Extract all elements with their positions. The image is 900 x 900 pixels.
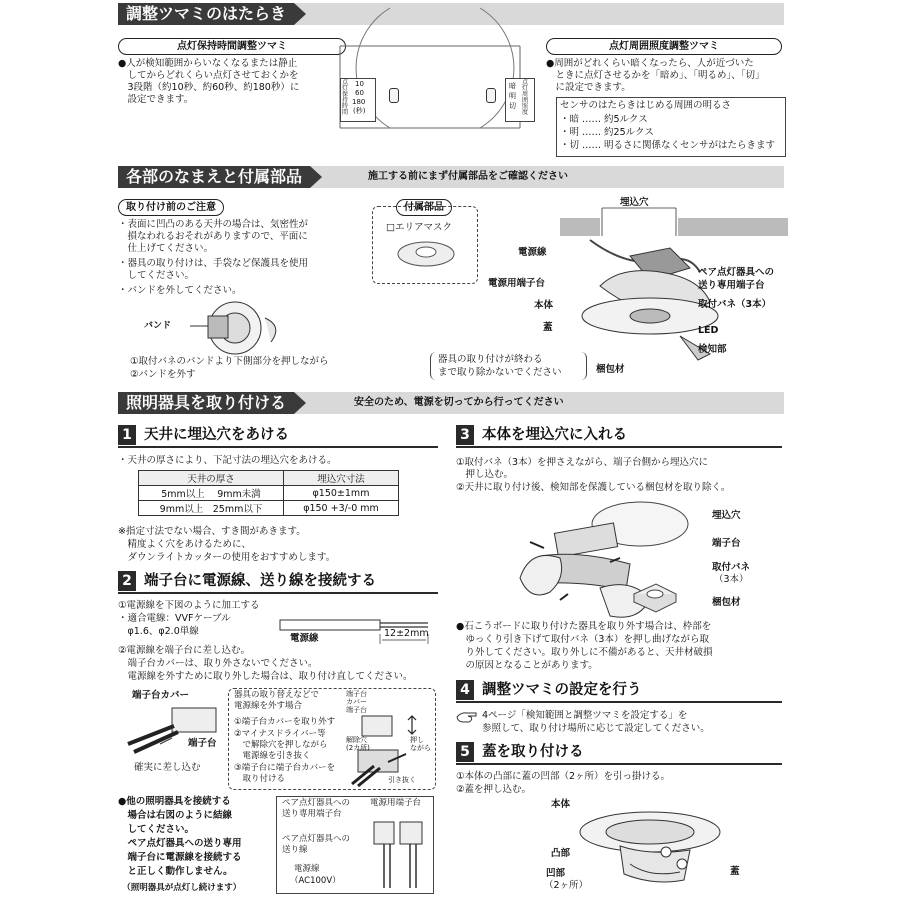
step-2-line-5: 端子台カバーは、取り外さないでください。 <box>118 658 318 669</box>
release-small-7: ながら <box>410 744 431 752</box>
step-3-label-spring: 取付バネ <box>712 562 751 573</box>
part-detector: 検知部 <box>698 344 727 355</box>
release-small-6: 押し <box>410 736 424 744</box>
part-lid: 蓋 <box>543 322 553 333</box>
step-3-label-packing: 梱包材 <box>712 597 741 608</box>
release-small-8: 引き抜く <box>388 776 416 784</box>
step-5-header <box>456 742 782 762</box>
section-title-parts: 各部のなまえと付属部品 <box>118 166 310 188</box>
wiring-7: （AC100V） <box>290 876 341 886</box>
pre-install-line-5: してください。 <box>118 270 195 281</box>
wiring-4: ペア点灯器具への <box>282 834 351 844</box>
wiring-6: 電源線 <box>294 864 320 874</box>
step-4-line-2: 参照して、取り付け場所に応じて設定してください。 <box>482 723 710 734</box>
left-knob-desc-2: してからどれくらい点灯させておくかを <box>118 70 299 81</box>
step-3-title: 本体を埋込穴に入れる <box>482 427 627 443</box>
right-knob-desc-3: に設定できます。 <box>546 82 631 93</box>
insert-firmly-label: 確実に差し込む <box>134 762 201 773</box>
sensor-box-off: ・切 …… 明るさに関係なくセンサがはたらきます <box>560 140 776 151</box>
warn-line-3: してください。 <box>118 824 195 835</box>
step-5-label-convex: 凸部 <box>551 848 571 859</box>
left-knob-pill: 点灯保持時間調整ツマミ <box>118 38 346 55</box>
release-small-5: (2カ所) <box>346 744 370 752</box>
part-body: 本体 <box>534 300 554 311</box>
step-1-line: ・天井の厚さにより、下記寸法の埋込穴をあける。 <box>118 455 337 466</box>
replace-line-1: 器具の取り替えなどで <box>234 690 320 700</box>
left-dial-10: 10 <box>355 80 364 88</box>
right-knob-pill: 点灯周囲照度調整ツマミ <box>546 38 782 55</box>
step-2-header <box>118 571 438 591</box>
step-4-header <box>456 680 782 700</box>
pre-install-line-6: ・バンドを外してください。 <box>118 285 242 296</box>
table-row-1-size: φ150±1mm <box>284 486 399 501</box>
left-dial-unit: (秒) <box>353 107 366 115</box>
replace-line-4: ②マイナスドライバー等 <box>234 729 326 739</box>
right-knob-icon[interactable] <box>486 88 496 103</box>
wiring-1: ペア点灯器具への <box>282 798 351 808</box>
left-dial-60: 60 <box>355 89 364 97</box>
warn-line-6: と正しく動作しません。 <box>118 866 233 877</box>
terminal-cover-label: 端子台カバー <box>132 690 190 701</box>
left-knob-desc-4: 設定できます。 <box>118 94 194 105</box>
warn-line-5: 端子台に電源線を接続する <box>118 852 242 863</box>
packing-callout-2: まで取り除かないでください <box>438 367 562 378</box>
table-row-2-size: φ150 +3/-0 mm <box>284 501 399 516</box>
step-2-title: 端子台に電源線、送り線を接続する <box>144 573 376 589</box>
replace-line-6: 電源線を引き抜く <box>234 751 311 761</box>
replace-line-7: ③端子台に端子台カバーを <box>234 763 336 773</box>
step-3-line-2: 押し込む。 <box>456 469 514 480</box>
step-5-line-1: ①本体の凸部に蓋の凹部（2ヶ所）を引っ掛ける。 <box>456 771 671 782</box>
part-pair-terminal-1: ペア点灯器具への <box>698 267 775 278</box>
warn-line-7: （照明器具が点灯し続けます） <box>118 883 242 893</box>
step-4-title: 調整ツマミの設定を行う <box>482 682 642 698</box>
step-5-line-2: ②蓋を押し込む。 <box>456 784 532 795</box>
step-4-line-1: 4ページ「検知範囲と調整ツマミを設定する」を <box>482 710 688 721</box>
step-5-number: 5 <box>456 742 474 762</box>
warn-line-2: 場合は右図のように結線 <box>118 810 233 821</box>
step-2-line-6: 電源線を外すために取り外した場合は、取り付け直してください。 <box>118 671 413 682</box>
warn-line-1: ●他の照明器具を接続する <box>118 796 231 807</box>
sensor-box-title: センサのはたらきはじめる周囲の明るさ <box>560 100 732 111</box>
left-dial-180: 180 <box>352 98 366 106</box>
step-3-note-1: ●石こうボードに取り付けた器具を取り外す場合は、枠部を <box>456 621 712 632</box>
step-5-label-body: 本体 <box>551 799 571 810</box>
hole-size-table <box>138 470 399 516</box>
step-5-title: 蓋を取り付ける <box>482 744 584 760</box>
step-3-line-1: ①取付バネ（3本）を押さえながら、端子台側から埋込穴に <box>456 457 709 468</box>
replace-line-2: 電源線を外す場合 <box>234 701 303 711</box>
right-dial-dark: 暗 <box>509 82 516 90</box>
step-5-label-concave: 凹部 <box>546 868 566 879</box>
right-dial-bright: 明 <box>509 92 516 100</box>
accessory-item: □エリアマスク <box>386 222 452 233</box>
hole-label: 埋込穴 <box>620 197 649 208</box>
replace-line-3: ①端子台カバーを取り外す <box>234 717 336 727</box>
step-2-number: 2 <box>118 571 136 591</box>
step-1-number: 1 <box>118 425 136 445</box>
band-removal-illustration <box>180 298 300 358</box>
step-3-note-2: ゆっくり引き下げて取付バネ（3本）を押し曲げながら取 <box>456 634 709 645</box>
step-2-line-4: ②電源線を端子台に差し込む。 <box>118 645 251 656</box>
pre-install-line-4: ・器具の取り付けは、手袋など保護具を使用 <box>118 258 309 269</box>
pre-install-line-1: ・表面に凹凸のある天井の場合は、気密性が <box>118 219 309 230</box>
warn-line-4: ペア点灯器具への送り専用 <box>118 838 242 849</box>
right-dial-caption: 点灯周囲照度 <box>522 79 529 116</box>
step-1-note-1: ※指定寸法でない場合、すき間があきます。 <box>118 526 306 537</box>
part-power-terminal: 電源用端子台 <box>488 278 546 289</box>
step-4-number: 4 <box>456 680 474 700</box>
section-note-parts: 施工する前にまず付属部品をご確認ください <box>368 171 568 182</box>
release-small-2: カバー <box>346 698 367 706</box>
release-small-1: 端子台 <box>346 690 367 698</box>
terminal-insert-illustration <box>124 700 228 760</box>
wiring-5: 送り線 <box>282 845 308 855</box>
packing-material-icon <box>630 580 680 620</box>
part-pair-terminal-2: 送り専用端子台 <box>698 280 765 291</box>
left-knob-desc-3: 3段階（約10秒、約60秒、約180秒）に <box>118 82 300 93</box>
step-1-note-2: 精度よく穴をあけるために、 <box>118 539 252 550</box>
right-knob-desc-2: ときに点灯させるかを「暗め」、「明るめ」、「切」 <box>546 70 765 81</box>
right-knob-desc-1: ●周囲がどれくらい暗くなったら、人が近づいた <box>546 58 754 69</box>
step-1-header <box>118 425 438 445</box>
wiring-illustration <box>370 814 430 890</box>
replace-line-8: 取り付ける <box>234 774 286 784</box>
packing-callout-1: 器具の取り付けが終わる <box>438 354 543 365</box>
part-spring: 取付バネ（3本） <box>698 299 772 310</box>
step-3-header <box>456 425 782 445</box>
left-knob-icon[interactable] <box>389 88 399 103</box>
wiring-3: 電源用端子台 <box>370 798 422 808</box>
sensor-box-dark: ・暗 …… 約5ルクス <box>560 114 648 125</box>
reference-hand-icon <box>456 710 478 724</box>
table-row-2-thickness: 9mm以上 25mm以下 <box>139 501 284 516</box>
step-2-line-1: ①電源線を下図のように加工する <box>118 600 260 611</box>
step-3-label-hole: 埋込穴 <box>712 510 741 521</box>
pre-install-pill: 取り付け前のご注意 <box>118 199 224 216</box>
band-step-1: ①取付バネのバンドより下側部分を押しながら <box>130 356 329 367</box>
terminal-label: 端子台 <box>188 738 217 749</box>
step-3-label-terminal: 端子台 <box>712 538 741 549</box>
band-step-2: ②バンドを外す <box>130 369 196 380</box>
step-1-title: 天井に埋込穴をあける <box>144 427 289 443</box>
sensor-box-bright: ・明 …… 約25ルクス <box>560 127 654 138</box>
step-2-line-2: ・適合電線：VVFケーブル <box>118 613 231 624</box>
release-small-3: 端子台 <box>346 706 367 714</box>
left-knob-desc-1: ●人が検知範囲からいなくなるまたは静止 <box>118 58 298 69</box>
table-row-1-thickness: 5mm以上 9mm未満 <box>139 486 284 501</box>
step-3-note-4: の原因となることがあります。 <box>456 660 598 671</box>
step-3-number: 3 <box>456 425 474 445</box>
step-3-label-spring-count: （3本） <box>714 574 749 585</box>
release-small-4: 解除穴 <box>346 736 367 744</box>
step-1-note-3: ダウンライトカッターの使用をおすすめします。 <box>118 552 336 563</box>
right-dial-off: 切 <box>509 102 516 110</box>
part-packing: 梱包材 <box>596 364 625 375</box>
step-3-note-3: り外してください。取り外しに不備があると、天井材破損 <box>456 647 713 658</box>
table-head-size: 埋込穴寸法 <box>284 471 399 486</box>
table-head-thickness: 天井の厚さ <box>139 471 284 486</box>
step-3-line-3: ②天井に取り付け後、検知部を保護している梱包材を取り除く。 <box>456 482 731 493</box>
power-wire-label: 電源線 <box>290 633 319 644</box>
pre-install-line-3: 仕上げてください。 <box>118 243 214 254</box>
step-2-line-3: φ1.6、φ2.0単線 <box>118 626 199 637</box>
section-title-install: 照明器具を取り付ける <box>118 392 294 414</box>
step-5-label-count: （2ヶ所） <box>544 880 589 891</box>
left-dial-caption: 点灯保持時間 <box>342 79 349 116</box>
accessory-pill: 付属部品 <box>396 199 452 216</box>
pre-install-line-2: 損なわれるおそれがありますので、平面に <box>118 231 308 242</box>
strip-length: 12±2mm <box>384 628 429 639</box>
part-power-wire: 電源線 <box>518 247 547 258</box>
replace-line-5: で解除穴を押しながら <box>234 740 328 750</box>
part-led: LED <box>698 325 719 336</box>
area-mask-illustration <box>396 240 456 270</box>
section-title-knobs: 調整ツマミのはたらき <box>118 3 294 25</box>
wiring-2: 送り専用端子台 <box>282 809 342 819</box>
band-label: バンド <box>144 321 172 331</box>
step-5-label-lid: 蓋 <box>730 866 740 877</box>
section-note-install: 安全のため、電源を切ってから行ってください <box>354 397 564 408</box>
